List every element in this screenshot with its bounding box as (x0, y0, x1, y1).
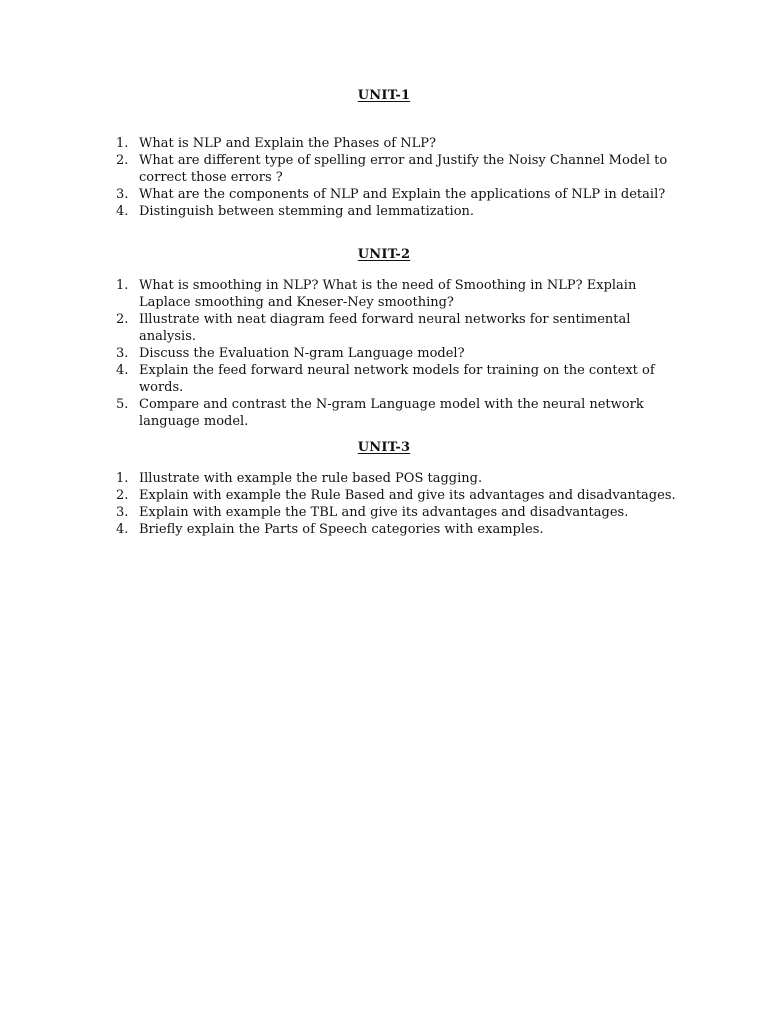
question-number: 3. (116, 346, 129, 361)
question-number: 3. (116, 505, 129, 520)
question-item (0, 152, 768, 186)
question-text: Distinguish between stemming and lemmatization. (139, 204, 475, 219)
question-item (0, 135, 768, 152)
unit-3-question-list (0, 470, 768, 538)
question-text: Illustrate with example the rule based POS tagging. (139, 471, 483, 486)
unit-2-question-list (0, 277, 768, 430)
question-number: 1. (116, 471, 129, 486)
question-item (0, 277, 768, 311)
question-item (0, 470, 768, 487)
question-item (0, 521, 768, 538)
question-item (0, 396, 768, 430)
question-number: 4. (116, 522, 129, 537)
question-number: 2. (116, 488, 129, 503)
question-text: Illustrate with neat diagram feed forward neural networks for sentimental analysis. (139, 312, 631, 344)
question-item (0, 345, 768, 362)
question-text: What is NLP and Explain the Phases of NLP? (139, 136, 436, 151)
question-text: What is smoothing in NLP? What is the need of Smoothing in NLP? Explain Laplace smoothing and Kneser-Ney smoothing? (139, 278, 637, 310)
question-item (0, 203, 768, 220)
question-number: 2. (116, 153, 129, 168)
question-number: 2. (116, 312, 129, 327)
question-text: What are different type of spelling error and Justify the Noisy Channel Model to correct those errors ? (139, 153, 668, 185)
question-text: Explain with example the TBL and give its advantages and disadvantages. (139, 505, 629, 520)
question-text: Explain the feed forward neural network models for training on the context of words. (139, 363, 655, 395)
question-number: 4. (116, 363, 129, 378)
question-item (0, 504, 768, 521)
question-item (0, 311, 768, 345)
question-text: Compare and contrast the N-gram Language model with the neural network language model. (139, 397, 644, 429)
unit-3-heading: UNIT-3 (357, 440, 411, 455)
question-item (0, 362, 768, 396)
question-number: 3. (116, 187, 129, 202)
question-item (0, 186, 768, 203)
question-text: Briefly explain the Parts of Speech categories with examples. (139, 522, 544, 537)
question-number: 1. (116, 278, 129, 293)
unit-1-heading: UNIT-1 (357, 88, 411, 103)
question-number: 5. (116, 397, 129, 412)
question-number: 1. (116, 136, 129, 151)
unit-2-heading: UNIT-2 (357, 247, 411, 262)
question-text: Explain with example the Rule Based and give its advantages and disadvantages. (139, 488, 676, 503)
unit-1-question-list (0, 135, 768, 220)
question-text: What are the components of NLP and Explain the applications of NLP in detail? (139, 187, 666, 202)
question-number: 4. (116, 204, 129, 219)
question-item (0, 487, 768, 504)
question-text: Discuss the Evaluation N-gram Language model? (139, 346, 465, 361)
